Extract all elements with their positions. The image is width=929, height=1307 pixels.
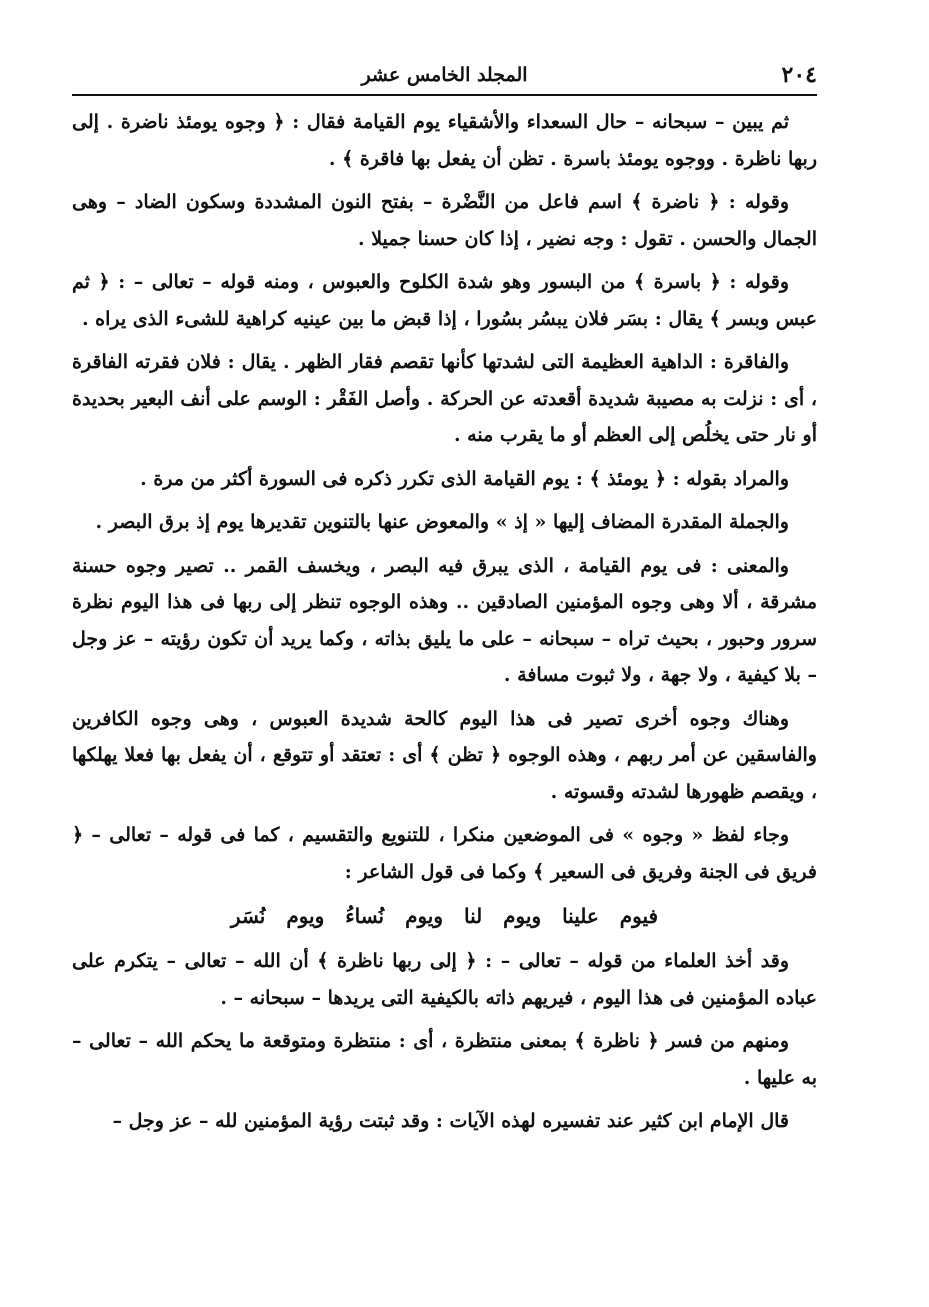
paragraph: قال الإمام ابن كثير عند تفسيره لهذه الآيات : وقد ثبتت رؤية المؤمنين لله – عز وجل –	[112, 1110, 789, 1132]
paragraph: وقوله : ﴿ ناضرة ﴾ اسم فاعل من النَّضْرة – بفتح النون المشددة وسكون الضاد – وهى الجمال والحسن . تقول : وجه نضير ، إذا كان حسنا جميلا .	[72, 191, 817, 250]
book-page	[72, 60, 817, 1147]
paragraph: ثم يبين – سبحانه – حال السعداء والأشقياء يوم القيامة فقال : ﴿ وجوه يومئذ ناضرة . إلى ربها ناظرة . ووجوه يومئذ باسرة . تظن أن يفعل بها فاقرة ﴾ .	[72, 111, 817, 170]
running-title: المجلد الخامس عشر	[361, 64, 528, 86]
paragraph: وقوله : ﴿ باسرة ﴾ من البسور وهو شدة الكلوح والعبوس ، ومنه قوله – تعالى – : ﴿ ثم عبس وبسر ﴾ يقال : بسَر فلان يبسُر بسُورا ، إذا قبض ما بين عينيه كراهية للشىء الذى يراه .	[72, 271, 817, 330]
paragraph: ومنهم من فسر ﴿ ناظرة ﴾ بمعنى منتظرة ، أى : منتظرة ومتوقعة ما يحكم الله – تعالى – به عليها .	[72, 1030, 817, 1089]
paragraph: وجاء لفظ « وجوه » فى الموضعين منكرا ، للتنويع والتقسيم ، كما فى قوله – تعالى – ﴿ فريق فى الجنة وفريق فى السعير ﴾ وكما فى قول الشاعر :	[72, 824, 817, 883]
paragraph: والجملة المقدرة المضاف إليها « إذ » والمعوض عنها بالتنوين تقديرها يوم إذ برق البصر .	[95, 511, 789, 533]
page-header	[72, 60, 817, 96]
paragraph: والفاقرة : الداهية العظيمة التى لشدتها كأنها تقصم فقار الظهر . يقال : فلان فقرته الفاقرة ، أى : نزلت به مصيبة شديدة أقعدته عن الحركة . وأصل الفَقْر : الوسم على أنف البعير بحديدة أو نار حتى يخلُص إلى العظم أو ما يقرب منه .	[72, 351, 817, 446]
paragraph: والمراد بقوله : ﴿ يومئذ ﴾ : يوم القيامة الذى تكرر ذكره فى السورة أكثر من مرة .	[140, 467, 789, 490]
paragraph: وقد أخذ العلماء من قوله – تعالى – : ﴿ إلى ربها ناظرة ﴾ أن الله – تعالى – يتكرم على عباده المؤمنين فى هذا اليوم ، فيريهم ذاته بالكيفية التى يريدها – سبحانه – .	[72, 950, 817, 1009]
paragraph: والمعنى : فى يوم القيامة ، الذى يبرق فيه البصر ، ويخسف القمر .. تصير وجوه حسنة مشرقة ، ألا وهى وجوه المؤمنين الصادقين .. وهذه الوجوه تنظر إلى ربها فى هذا اليوم نظرة سرور وحبور ، بحيث تراه – سبحانه – على ما يليق بذاته ، وكما يريد أن تكون رؤيته – عز وجل – بلا كيفية ، ولا جهة ، ولا ثبوت مسافة .	[72, 554, 817, 686]
page-number: ٢٠٤	[781, 62, 817, 88]
poetry-verse: فيوم علينا ويوم لنا ويوم نُساءُ ويوم نُسَر	[230, 904, 659, 928]
paragraph: وهناك وجوه أخرى تصير فى هذا اليوم كالحة شديدة العبوس ، وهى وجوه الكافرين والفاسقين عن أمر ربهم ، وهذه الوجوه ﴿ تظن ﴾ أى : تعتقد أو تتوقع ، أن يفعل بها فعلا يهلكها ، ويقصم ظهورها لشدته وقسوته .	[72, 707, 817, 803]
page-body	[72, 104, 817, 1140]
